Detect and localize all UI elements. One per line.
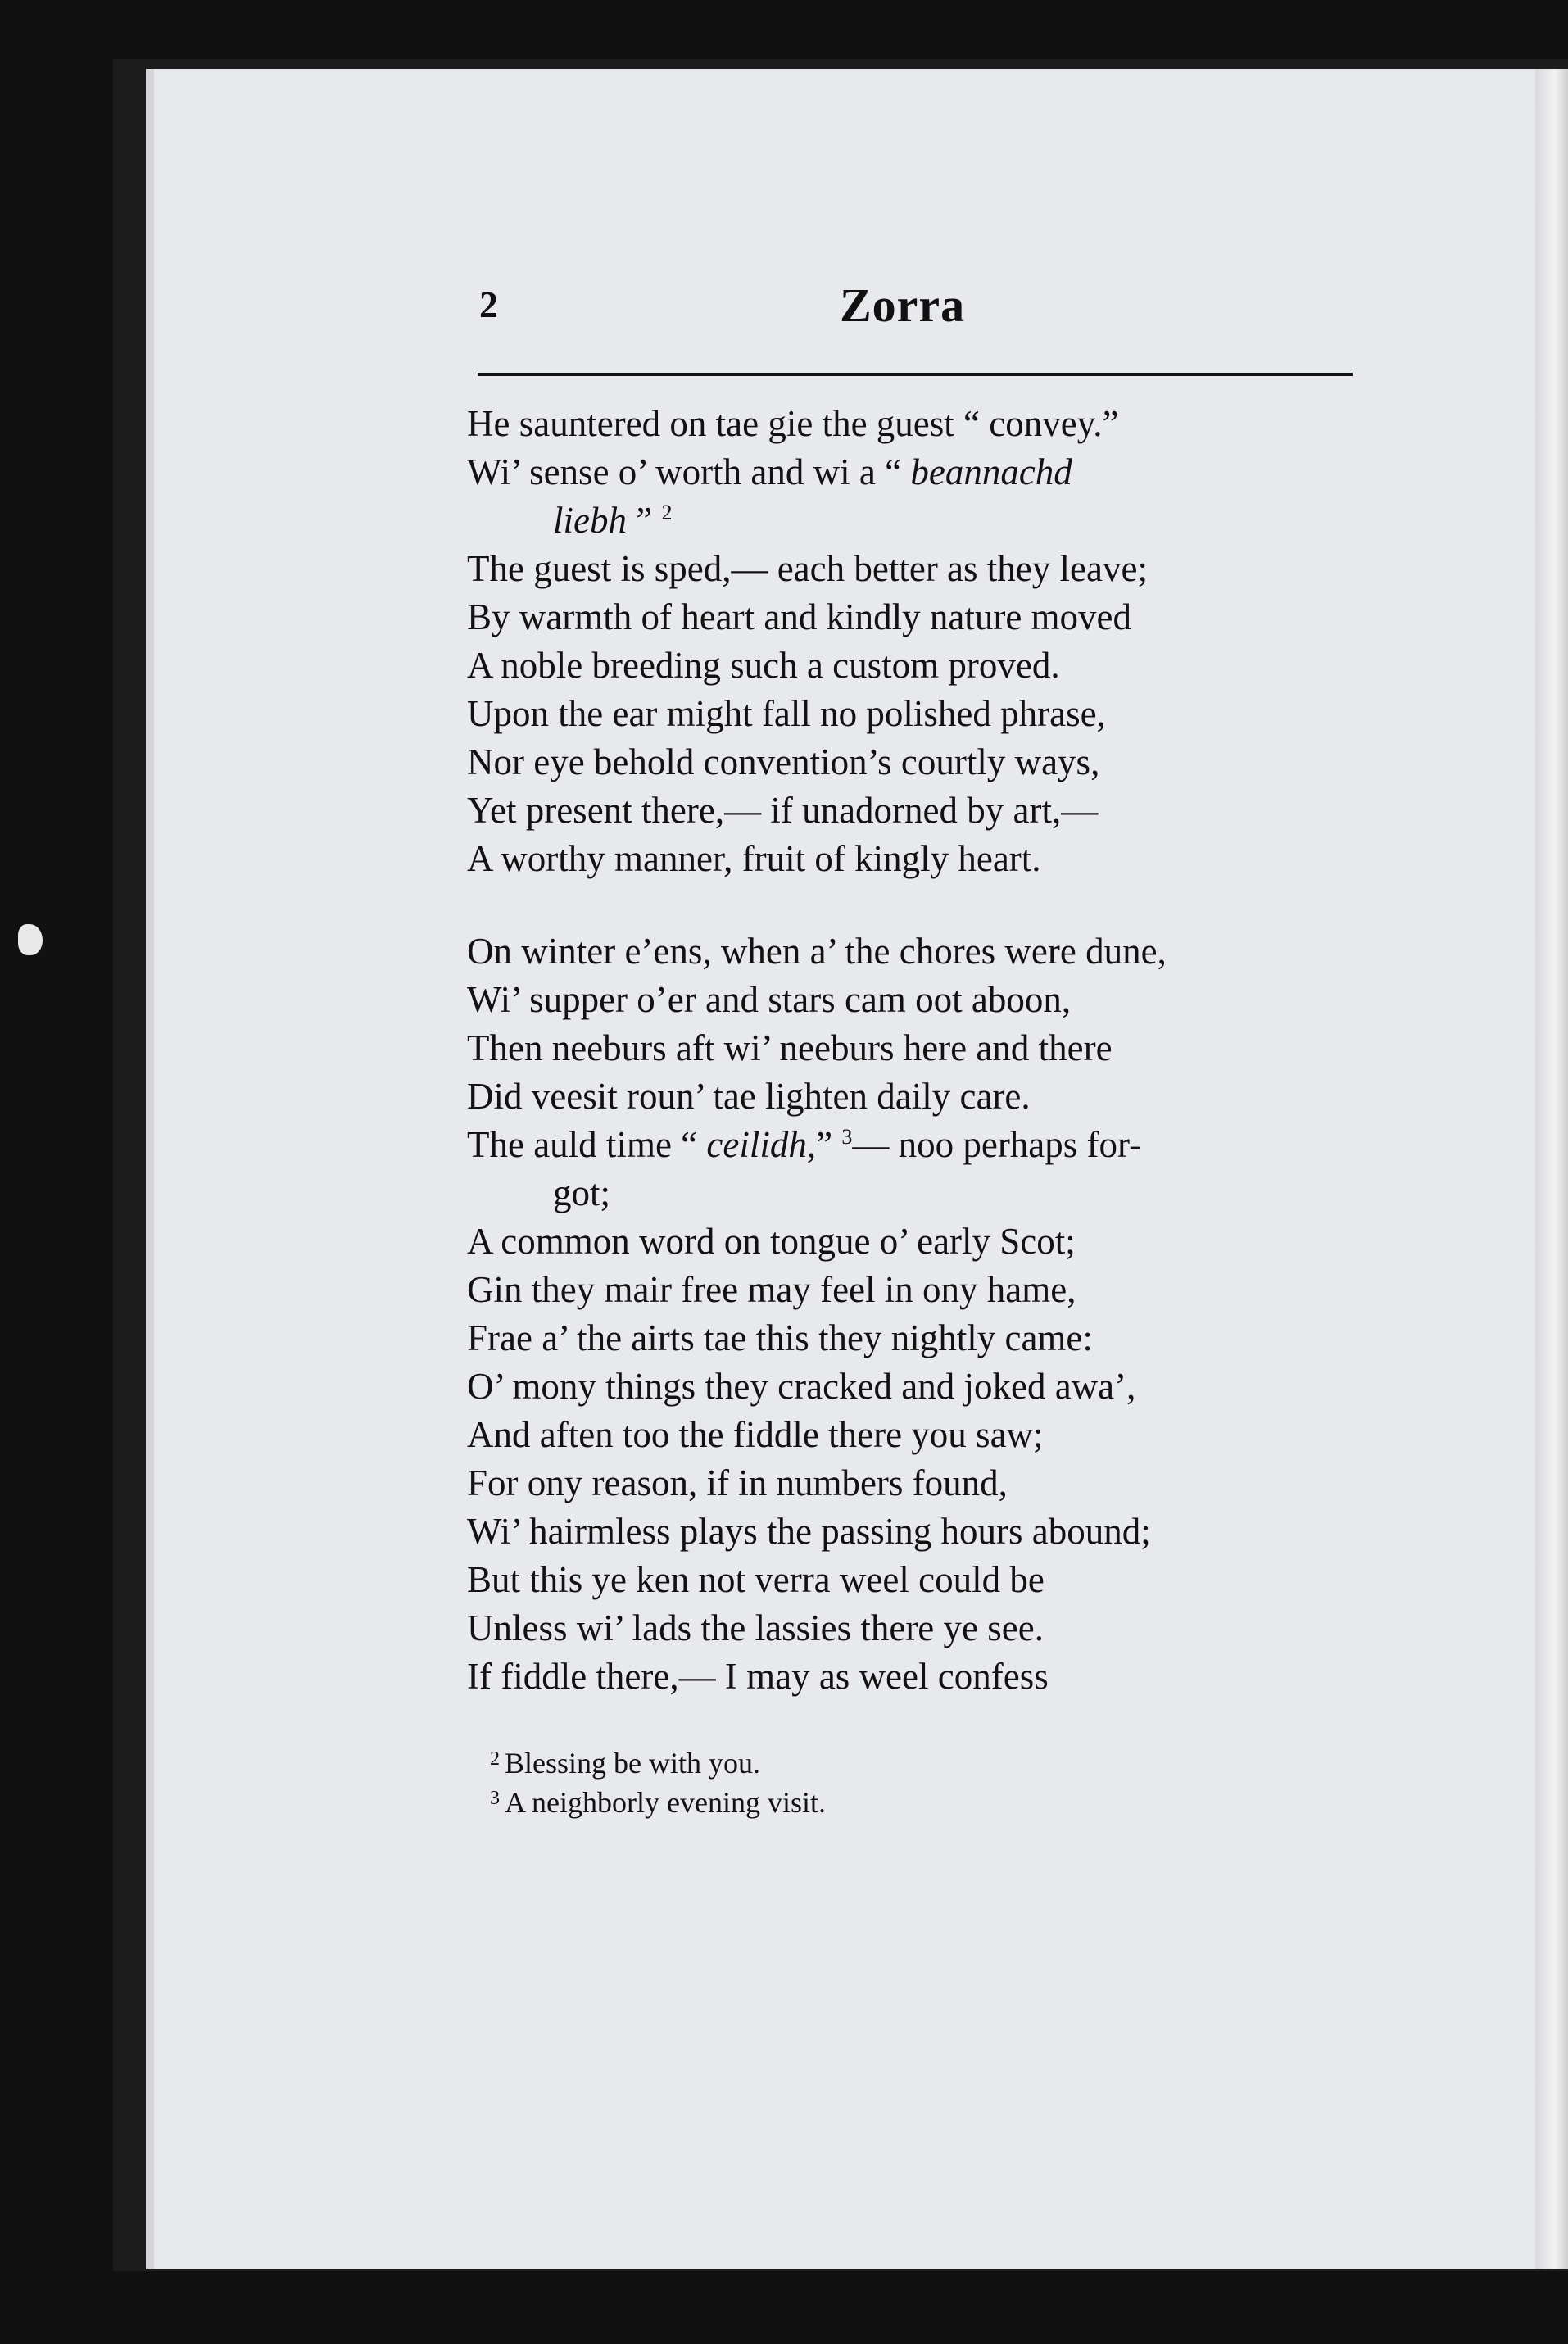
poem-line: The guest is sped,— each better as they leave;	[467, 548, 1148, 589]
poem-line: Then neeburs aft wi’ neeburs here and there	[467, 1027, 1113, 1068]
italic-term: liebh	[553, 500, 627, 541]
poem-line: He sauntered on tae gie the guest “ convey.”	[467, 403, 1119, 444]
page-number: 2	[479, 283, 498, 325]
poem-line: And aften too the fiddle there you saw;	[467, 1414, 1044, 1455]
poem-line: Upon the ear might fall no polished phrase,	[467, 693, 1106, 734]
footnote-text: Blessing be with you.	[505, 1747, 760, 1780]
line-text: — noo perhaps for-	[852, 1124, 1142, 1165]
poem-line: A noble breeding such a custom proved.	[467, 645, 1060, 686]
poem-line: Did veesit roun’ tae lighten daily care.	[467, 1076, 1031, 1117]
footnotes	[490, 1743, 826, 1822]
poem-line: Frae a’ the airts tae this they nightly came:	[467, 1317, 1093, 1358]
line-text: ”	[816, 1124, 842, 1165]
poem-line: If fiddle there,— I may as weel confess	[467, 1656, 1049, 1697]
poem-line: A common word on tongue o’ early Scot;	[467, 1221, 1076, 1262]
poem-line: Wi’ supper o’er and stars cam oot aboon,	[467, 979, 1072, 1020]
footnote	[490, 1783, 826, 1822]
poem-line: A worthy manner, fruit of kingly heart.	[467, 838, 1041, 879]
line-text: The auld time “	[467, 1124, 707, 1165]
poem-line: On winter e’ens, when a’ the chores were dune,	[467, 931, 1167, 972]
poem-line: Yet present there,— if unadorned by art,—	[467, 790, 1099, 831]
poem-line: For ony reason, if in numbers found,	[467, 1462, 1008, 1503]
line-text: ”	[626, 500, 662, 541]
poem-line: Unless wi’ lads the lassies there ye see.	[467, 1607, 1044, 1648]
footnote-mark: 3	[490, 1788, 500, 1809]
poem-line: By warmth of heart and kindly nature moved	[467, 596, 1132, 637]
footnote-text: A neighborly evening visit.	[505, 1786, 826, 1819]
stanza-gap	[467, 883, 1368, 927]
footnote-mark: 2	[490, 1748, 500, 1770]
poem-line	[467, 1121, 1368, 1169]
poem-line: Nor eye behold convention’s courtly ways,	[467, 741, 1100, 782]
running-title: Zorra	[840, 279, 966, 332]
header-rule	[478, 373, 1353, 376]
footnote-ref: 3	[841, 1125, 853, 1149]
italic-term: beannachd	[910, 451, 1072, 492]
poem-line	[467, 496, 1368, 545]
page-edge	[1535, 69, 1568, 2269]
poem-line: But this ye ken not verra weel could be	[467, 1559, 1045, 1600]
running-header	[479, 279, 1352, 348]
poem-line: Gin they mair free may feel in ony hame,	[467, 1269, 1076, 1310]
line-text: Wi’ sense o’ worth and wi a “	[467, 451, 911, 492]
poem-line: got;	[553, 1172, 611, 1213]
stanza-1	[467, 400, 1368, 883]
stanza-2	[467, 927, 1368, 1701]
poem-line: Wi’ hairmless plays the passing hours abound;	[467, 1511, 1151, 1552]
footnote	[490, 1743, 826, 1783]
italic-term: ceilidh,	[706, 1124, 817, 1165]
poem-line: O’ mony things they cracked and joked awa’,	[467, 1366, 1136, 1407]
scan-speck	[18, 924, 43, 955]
footnote-ref: 2	[661, 501, 673, 524]
poem-line	[467, 448, 1368, 496]
poem-body	[467, 400, 1368, 1701]
